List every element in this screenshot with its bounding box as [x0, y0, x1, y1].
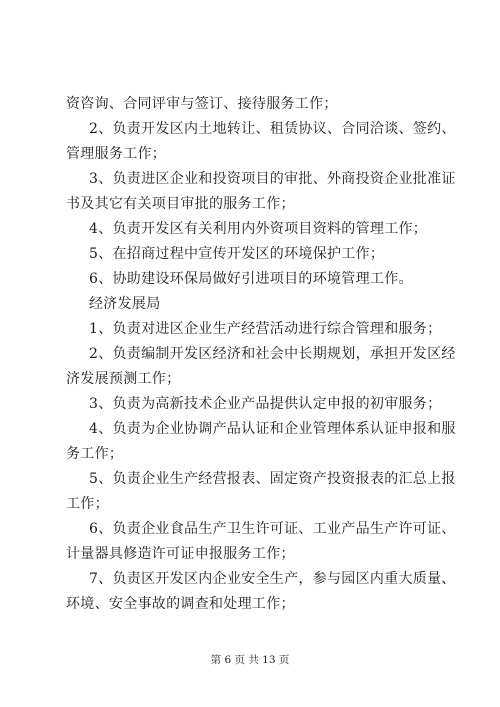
text-line: 1、负责对进区企业生产经营活动进行综合管理和服务；	[89, 321, 442, 337]
text-line: 计量器具修造许可证申报服务工作；	[66, 546, 295, 562]
text-line: 资咨询、合同评审与签订、接待服务工作；	[66, 96, 338, 112]
text-line: 4、负责开发区有关利用内外资项目资料的管理工作；	[89, 221, 428, 237]
text-line: 3、负责为高新技术企业产品提供认定申报的初审服务；	[89, 396, 442, 412]
text-line: 7、负责区开发区内企业安全生产，参与园区内重大质量、	[89, 571, 456, 587]
text-line: 6、协助建设环保局做好引进项目的环境管理工作。	[89, 271, 413, 287]
text-line: 4、负责为企业协调产品认证和企业管理体系认证申报和服	[89, 421, 456, 437]
text-line: 环境、安全事故的调查和处理工作；	[66, 596, 295, 612]
text-line: 5、负责企业生产经营报表、固定资产投资报表的汇总上报	[89, 471, 456, 487]
page-footer: 第 6 页 共 13 页	[210, 654, 290, 666]
text-line: 5、在招商过程中宣传开发区的环境保护工作；	[89, 246, 385, 262]
document-body	[66, 92, 456, 617]
text-line: 工作；	[66, 496, 109, 512]
text-line: 3、负责进区企业和投资项目的审批、外商投资企业批准证	[89, 171, 456, 187]
text-line: 经济发展局	[89, 296, 161, 312]
text-line: 2、负责开发区内土地转让、租赁协议、合同洽谈、签约、	[89, 121, 456, 137]
text-line: 务工作；	[66, 446, 124, 462]
text-line: 济发展预测工作；	[66, 371, 181, 387]
text-line: 2、负责编制开发区经济和社会中长期规划，承担开发区经	[89, 346, 456, 362]
text-line: 6、负责企业食品生产卫生许可证、工业产品生产许可证、	[89, 521, 456, 537]
text-line: 管理服务工作；	[66, 146, 167, 162]
text-line: 书及其它有关项目审批的服务工作；	[66, 196, 295, 212]
